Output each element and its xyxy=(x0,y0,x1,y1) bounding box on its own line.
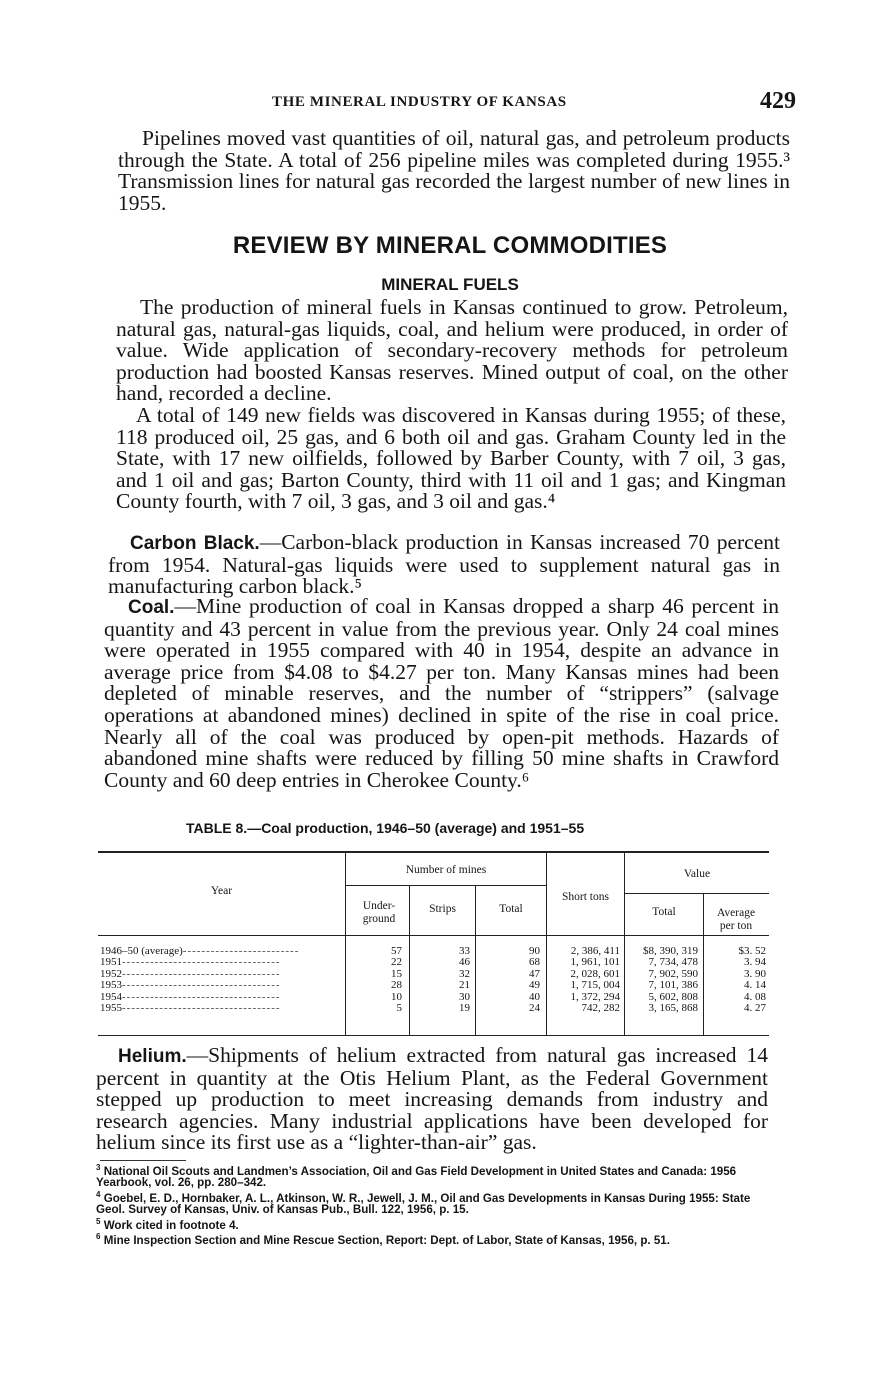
table-caption: TABLE 8.—Coal production, 1946–50 (average) and 1951–55 xyxy=(186,820,585,836)
table-row-year: 1952---------------------------------- xyxy=(100,968,281,980)
section-heading: REVIEW BY MINERAL COMMODITIES xyxy=(232,232,668,259)
header-number-of-mines: Number of mines xyxy=(405,864,487,876)
total-mines-column xyxy=(482,946,540,1014)
header-short-tons: Short tons xyxy=(562,891,609,903)
subsection-heading: MINERAL FUELS xyxy=(381,275,519,294)
value-total-cell: 7, 734, 478 xyxy=(648,957,698,969)
header-value: Value xyxy=(683,868,711,880)
footnote-mark: 3 xyxy=(96,1163,101,1172)
table-top-rule xyxy=(98,851,769,853)
strips-cell: 46 xyxy=(459,957,470,969)
total-mines-cell: 90 xyxy=(529,946,540,957)
total-mines-cell: 68 xyxy=(529,957,540,969)
total-mines-cell: 47 xyxy=(529,968,540,980)
footnotes xyxy=(96,1162,770,1246)
short-tons-cell: 1, 372, 294 xyxy=(570,991,620,1003)
table-row-year: 1955---------------------------------- xyxy=(100,1002,281,1014)
underground-cell: 57 xyxy=(391,946,402,957)
short-tons-cell: 1, 961, 101 xyxy=(570,957,620,969)
running-header xyxy=(100,88,800,120)
underground-cell: 5 xyxy=(396,1002,402,1014)
helium-runin: Helium. xyxy=(118,1046,187,1067)
total-mines-cell: 40 xyxy=(529,991,540,1003)
footnote-text: National Oil Scouts and Landmen’s Association, Oil and Gas Field Development in United States and Canada: 1956 Yearbook, vol. 26, pp. 280–342. xyxy=(96,1164,737,1190)
underground-cell: 22 xyxy=(391,957,402,969)
col-rule-4 xyxy=(546,853,547,1036)
footnote-5 xyxy=(96,1216,770,1231)
mines-group-rule xyxy=(346,885,546,886)
footnote-mark: 5 xyxy=(96,1216,101,1226)
table-row-year: 1954---------------------------------- xyxy=(100,991,281,1003)
header-value-total: Total xyxy=(652,906,676,918)
table-row-year: 1953---------------------------------- xyxy=(100,980,281,992)
value-total-cell: 7, 902, 590 xyxy=(648,968,698,980)
underground-cell: 10 xyxy=(391,991,402,1003)
header-strips: Strips xyxy=(429,903,456,915)
total-mines-cell: 24 xyxy=(529,1002,540,1014)
short-tons-cell: 1, 715, 004 xyxy=(570,980,620,992)
short-tons-column xyxy=(550,946,620,1014)
mineral-fuels-paragraph: The production of mineral fuels in Kansas continued to grow. Petroleum, natural gas, natural-gas liquids, coal, and helium were produced, in order of value. Wide application of secondary-recovery methods for petroleum production had boosted Kansas reserves. Mined output of coal, on the other hand, recorded a decline. xyxy=(116,295,788,406)
coal-production-table xyxy=(98,843,769,1038)
coal-paragraph xyxy=(104,596,779,791)
value-total-cell: 3, 165, 868 xyxy=(648,1002,698,1014)
new-fields-paragraph: A total of 149 new fields was discovered in Kansas during 1955; of these, 118 produced oil, 25 gas, and 6 both oil and gas. Graham County led in the State, with 17 new oilfields, followed by Barber County, with 7 oil, 3 gas, and 1 oil and gas; Barton County, third with 11 oil and 1 gas; and Kingman County fourth, with 7 oil, 3 gas, and 3 oil and gas.⁴ xyxy=(116,403,786,514)
footnote-text: Mine Inspection Section and Mine Rescue Section, Report: Dept. of Labor, State of Kansas, 1956, p. 51. xyxy=(103,1233,670,1247)
footnote-4 xyxy=(96,1189,770,1216)
footnote-text: Work cited in footnote 4. xyxy=(103,1218,239,1232)
strips-cell: 21 xyxy=(459,980,470,992)
average-cell: 3. 94 xyxy=(744,957,766,969)
strips-cell: 33 xyxy=(459,946,470,957)
value-group-rule xyxy=(625,893,769,894)
helium-text: —Shipments of helium extracted from natural gas increased 14 percent in quantity at the Otis Helium Plant, as the Federal Government stepped up production to meet increasing demands from industry and research agencies. Many industrial applications have been developed for helium since its first use as a “lighter-than-air” gas. xyxy=(96,1043,768,1155)
table-row-year: 1946–50 (average)------------------------- xyxy=(100,946,300,957)
strips-cell: 32 xyxy=(459,968,470,980)
footnote-mark: 4 xyxy=(96,1189,101,1199)
year-column xyxy=(100,946,344,1014)
col-rule-6 xyxy=(703,894,704,1036)
footnote-text: Goebel, E. D., Hornbaker, A. L., Atkinson, W. R., Jewell, J. M., Oil and Gas Developments in Kansas During 1955: State Geol. Survey of Kansas, Univ. of Kansas Pub., Bull. 122, 1956, p. 15. xyxy=(96,1191,751,1217)
total-mines-cell: 49 xyxy=(529,980,540,992)
value-total-cell: 5, 602, 808 xyxy=(648,991,698,1003)
underground-cell: 15 xyxy=(391,968,402,980)
helium-paragraph xyxy=(96,1045,768,1154)
running-title: THE MINERAL INDUSTRY OF KANSAS xyxy=(272,94,567,110)
header-total-mines: Total xyxy=(499,903,523,915)
table-bottom-rule xyxy=(98,1035,769,1036)
footnote-6 xyxy=(96,1231,770,1246)
header-average-per-ton: Average per ton xyxy=(716,907,756,932)
header-underground: Under-ground xyxy=(362,900,396,925)
short-tons-cell: 2, 386, 411 xyxy=(570,946,620,957)
underground-cell: 28 xyxy=(391,980,402,992)
header-year: Year xyxy=(210,885,233,897)
page-number: 429 xyxy=(760,88,796,114)
underground-column xyxy=(354,946,402,1014)
average-cell: 4. 14 xyxy=(744,980,766,992)
carbon-black-text: —Carbon-black production in Kansas increased 70 percent from 1954. Natural-gas liquids were used to supplement natural gas in manufacturing carbon black.⁵ xyxy=(108,530,780,599)
average-cell: 4. 27 xyxy=(744,1002,766,1014)
coal-text: —Mine production of coal in Kansas dropped a sharp 46 percent in quantity and 43 percent in value from the previous year. Only 24 coal mines were operated in 1955 compared with 40 in 1954, despite an advance in average price from $4.08 to $4.27 per ton. Many Kansas mines had been depleted of minable reserves, and the number of “strippers” (salvage operations at abandoned mines) declined in spite of the rise in coal price. Nearly all of the coal was produced by open-pit methods. Hazards of abandoned mine shafts were reduced by filling 50 mine shafts in Crawford County and 60 deep entries in Cherokee County.⁶ xyxy=(104,594,779,792)
value-total-cell: $8, 390, 319 xyxy=(643,946,698,957)
short-tons-cell: 742, 282 xyxy=(581,1002,620,1014)
footnote-rule xyxy=(100,1160,186,1161)
average-cell: 3. 90 xyxy=(744,968,766,980)
short-tons-cell: 2, 028, 601 xyxy=(570,968,620,980)
average-cell: $3. 52 xyxy=(738,946,766,957)
table-row-year: 1951---------------------------------- xyxy=(100,957,281,969)
table-header-bottom-rule xyxy=(98,935,769,936)
coal-runin: Coal. xyxy=(128,597,175,618)
average-per-ton-column xyxy=(708,946,766,1014)
value-total-cell: 7, 101, 386 xyxy=(648,980,698,992)
value-total-column xyxy=(628,946,698,1014)
footnote-mark: 6 xyxy=(96,1232,101,1242)
carbon-black-runin: Carbon Black. xyxy=(130,533,260,554)
col-rule-1 xyxy=(345,853,346,1036)
intro-paragraph: Pipelines moved vast quantities of oil, natural gas, and petroleum products through the State. A total of 256 pipeline miles was completed during 1955.³ Transmission lines for natural gas recorded the largest number of new lines in 1955. xyxy=(118,126,790,215)
carbon-black-paragraph xyxy=(108,532,780,598)
footnote-3 xyxy=(96,1162,770,1189)
strips-column xyxy=(418,946,470,1014)
average-cell: 4. 08 xyxy=(744,991,766,1003)
strips-cell: 19 xyxy=(459,1002,470,1014)
strips-cell: 30 xyxy=(459,991,470,1003)
